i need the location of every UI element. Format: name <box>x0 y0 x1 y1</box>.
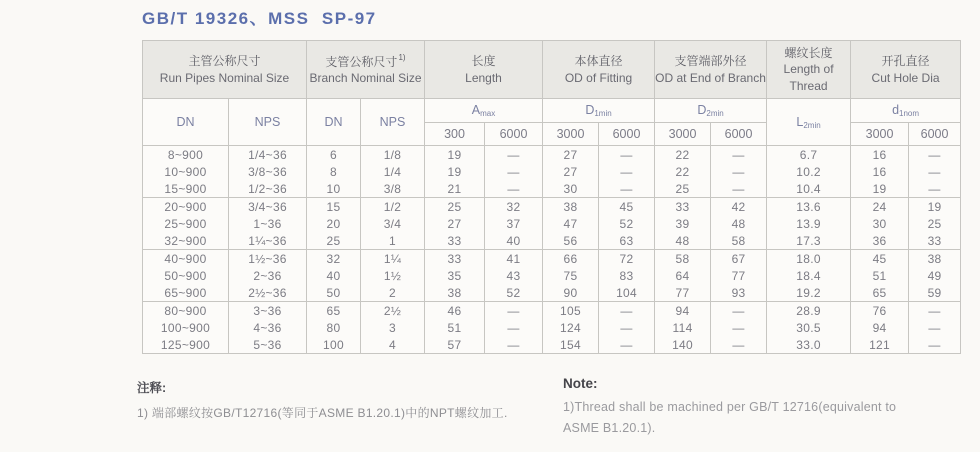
table-cell: 52 <box>485 284 543 302</box>
table-cell: 56 <box>543 232 599 250</box>
table-cell: 72 <box>599 250 655 268</box>
table-cell: 47 <box>543 215 599 232</box>
table-cell: 52 <box>599 215 655 232</box>
table-cell: — <box>909 180 961 198</box>
table-row <box>143 198 961 216</box>
table-cell: 58 <box>655 250 711 268</box>
table-cell: 38 <box>909 250 961 268</box>
table-cell: — <box>485 319 543 336</box>
table-cell: 4 <box>361 336 425 354</box>
header-cut-hole-en: Cut Hole Dia <box>871 70 940 85</box>
table-cell: — <box>711 336 767 354</box>
table-cell: 3/8~36 <box>229 163 307 180</box>
table-cell: 36 <box>851 232 909 250</box>
table-cell: — <box>909 163 961 180</box>
table-header <box>143 41 961 146</box>
table-cell: — <box>599 302 655 320</box>
table-cell: — <box>485 163 543 180</box>
table-cell: 25 <box>909 215 961 232</box>
table-cell: — <box>599 336 655 354</box>
table-cell: 27 <box>543 146 599 164</box>
table-cell: 32~900 <box>143 232 229 250</box>
table-cell: — <box>599 180 655 198</box>
notes-chinese <box>137 378 577 421</box>
class-d1-6000: 6000 <box>599 123 655 146</box>
table-cell: 1/2~36 <box>229 180 307 198</box>
table-row <box>143 284 961 302</box>
class-cut-6000: 6000 <box>909 123 961 146</box>
header-od-branch <box>655 41 767 99</box>
header-branch <box>307 41 425 99</box>
table-cell: 18.4 <box>767 267 851 284</box>
table-row <box>143 267 961 284</box>
table-cell: 35 <box>425 267 485 284</box>
table-cell: 1½~36 <box>229 250 307 268</box>
table-cell: 33 <box>425 232 485 250</box>
table-cell: 100~900 <box>143 319 229 336</box>
header-od-fitting-zh: 本体直径 <box>574 54 623 69</box>
table-cell: 124 <box>543 319 599 336</box>
table-cell: 80 <box>307 319 361 336</box>
header-run-dn: DN <box>143 99 229 146</box>
table-cell: — <box>909 336 961 354</box>
table-body <box>143 146 961 354</box>
table-cell: 80~900 <box>143 302 229 320</box>
table-cell: 40 <box>307 267 361 284</box>
table-cell: — <box>485 336 543 354</box>
header-length-en: Length <box>465 70 502 85</box>
table-cell: — <box>599 163 655 180</box>
header-thread <box>767 41 851 99</box>
table-row <box>143 336 961 354</box>
table-cell: 21 <box>425 180 485 198</box>
header-branch-nps: NPS <box>361 99 425 146</box>
table-cell: 1 <box>361 232 425 250</box>
dimension-table <box>142 40 961 354</box>
table-cell: 57 <box>425 336 485 354</box>
table-cell: 67 <box>711 250 767 268</box>
table-cell: 17.3 <box>767 232 851 250</box>
table-cell: 10 <box>307 180 361 198</box>
table-cell: 5~36 <box>229 336 307 354</box>
table-row <box>143 319 961 336</box>
table-cell: 25 <box>425 198 485 216</box>
table-cell: 19.2 <box>767 284 851 302</box>
table-cell: 18.0 <box>767 250 851 268</box>
table-cell: 30 <box>851 215 909 232</box>
header-branch-zh: 支管公称尺寸 <box>325 54 398 69</box>
table-cell: 1/4~36 <box>229 146 307 164</box>
class-d2-6000: 6000 <box>711 123 767 146</box>
table-row <box>143 180 961 198</box>
table-cell: — <box>485 146 543 164</box>
table-cell: 16 <box>851 146 909 164</box>
table-cell: 19 <box>851 180 909 198</box>
table-cell: 3/8 <box>361 180 425 198</box>
table-cell: 114 <box>655 319 711 336</box>
table-cell: 49 <box>909 267 961 284</box>
table-cell: 83 <box>599 267 655 284</box>
table-cell: 63 <box>599 232 655 250</box>
table-cell: 140 <box>655 336 711 354</box>
header-od-branch-en: OD at End of Branch <box>655 70 766 85</box>
class-d1-3000: 3000 <box>543 123 599 146</box>
table-cell: — <box>485 180 543 198</box>
table-cell: — <box>711 163 767 180</box>
table-cell: 28.9 <box>767 302 851 320</box>
table-cell: 50~900 <box>143 267 229 284</box>
table-cell: 94 <box>655 302 711 320</box>
notes-chinese-label: 注释: <box>137 381 167 395</box>
symbol-header-row <box>143 99 961 123</box>
table-cell: 3~36 <box>229 302 307 320</box>
table-cell: 25~900 <box>143 215 229 232</box>
table-cell: — <box>909 319 961 336</box>
table-cell: 30 <box>543 180 599 198</box>
table-cell: 27 <box>425 215 485 232</box>
table-cell: 37 <box>485 215 543 232</box>
table-cell: 6 <box>307 146 361 164</box>
table-cell: 3/4 <box>361 215 425 232</box>
table-cell: 32 <box>485 198 543 216</box>
table-cell: — <box>485 302 543 320</box>
table-cell: 90 <box>543 284 599 302</box>
notes-chinese-item: 1) 端部螺纹按GB/T12716(等同于ASME B1.20.1)中的NPT螺纹加工. <box>137 406 508 420</box>
table-cell: — <box>599 319 655 336</box>
table-cell: 65~900 <box>143 284 229 302</box>
header-od-fitting <box>543 41 655 99</box>
table-cell: 2½~36 <box>229 284 307 302</box>
table-cell: 105 <box>543 302 599 320</box>
notes-english-label: Note: <box>563 376 598 391</box>
table-cell: 1/8 <box>361 146 425 164</box>
page-title: GB/T 19326、MSS SP-97 <box>142 9 377 28</box>
header-thread-en: Length of Thread <box>783 62 834 93</box>
class-d2-3000: 3000 <box>655 123 711 146</box>
table-cell: 13.9 <box>767 215 851 232</box>
table-cell: 30.5 <box>767 319 851 336</box>
table-cell: 45 <box>599 198 655 216</box>
table-cell: 32 <box>307 250 361 268</box>
header-length <box>425 41 543 99</box>
header-run-pipes-en: Run Pipes Nominal Size <box>159 70 290 85</box>
table-cell: 2~36 <box>229 267 307 284</box>
table-row <box>143 163 961 180</box>
table-cell: 33 <box>909 232 961 250</box>
class-a-6000: 6000 <box>485 123 543 146</box>
table-cell: 40~900 <box>143 250 229 268</box>
table-cell: — <box>909 302 961 320</box>
table-cell: 58 <box>711 232 767 250</box>
table-cell: 33 <box>425 250 485 268</box>
table-cell: 40 <box>485 232 543 250</box>
table-cell: 41 <box>485 250 543 268</box>
header-branch-en: Branch Nominal Size <box>309 71 422 85</box>
table-row <box>143 215 961 232</box>
table-cell: 20 <box>307 215 361 232</box>
notes-english-item: 1)Thread shall be machined per GB/T 12716(equivalent to ASME B1.20.1). <box>563 400 897 435</box>
table-cell: 38 <box>543 198 599 216</box>
table-cell: 13.6 <box>767 198 851 216</box>
table-cell: 42 <box>711 198 767 216</box>
header-cut-hole <box>851 41 961 99</box>
table-cell: 93 <box>711 284 767 302</box>
class-a-300: 300 <box>425 123 485 146</box>
table-cell: 1¼~36 <box>229 232 307 250</box>
table-cell: 22 <box>655 146 711 164</box>
table-cell: 75 <box>543 267 599 284</box>
group-header-row <box>143 41 961 99</box>
header-branch-dn: DN <box>307 99 361 146</box>
table-cell: 77 <box>655 284 711 302</box>
table-cell: 76 <box>851 302 909 320</box>
table-row <box>143 250 961 268</box>
table-cell: 1~36 <box>229 215 307 232</box>
symbol-l2-min: $L_{2min}$ <box>767 99 851 146</box>
header-run-pipes-zh: 主管公称尺寸 <box>188 54 261 69</box>
table-cell: — <box>599 146 655 164</box>
class-cut-3000: 3000 <box>851 123 909 146</box>
table-cell: 1/4 <box>361 163 425 180</box>
table-cell: 125~900 <box>143 336 229 354</box>
table-cell: 1½ <box>361 267 425 284</box>
table-cell: 1/2 <box>361 198 425 216</box>
table-cell: 121 <box>851 336 909 354</box>
table-cell: 20~900 <box>143 198 229 216</box>
header-thread-zh: 螺纹长度 <box>784 46 833 61</box>
table-row <box>143 232 961 250</box>
table-cell: 154 <box>543 336 599 354</box>
table-cell: 10.4 <box>767 180 851 198</box>
table-cell: 51 <box>851 267 909 284</box>
table-cell: 10.2 <box>767 163 851 180</box>
table-cell: 77 <box>711 267 767 284</box>
table-cell: — <box>909 146 961 164</box>
table-cell: 46 <box>425 302 485 320</box>
table-cell: 25 <box>307 232 361 250</box>
table-cell: 38 <box>425 284 485 302</box>
table-cell: — <box>711 319 767 336</box>
table-cell: 6.7 <box>767 146 851 164</box>
header-od-fitting-en: OD of Fitting <box>564 70 633 85</box>
header-cut-hole-zh: 开孔直径 <box>881 54 930 69</box>
table-cell: 1¼ <box>361 250 425 268</box>
table-cell: 59 <box>909 284 961 302</box>
header-run-nps: NPS <box>229 99 307 146</box>
table-cell: 33.0 <box>767 336 851 354</box>
table-cell: 39 <box>655 215 711 232</box>
table-cell: — <box>711 180 767 198</box>
table-cell: 24 <box>851 198 909 216</box>
header-length-zh: 长度 <box>471 54 496 69</box>
symbol-d1-min: $D_{1min}$ <box>543 99 655 123</box>
table-cell: 66 <box>543 250 599 268</box>
footnote-marker: 1) <box>398 52 406 62</box>
table-cell: 45 <box>851 250 909 268</box>
table-cell: 94 <box>851 319 909 336</box>
table-cell: 22 <box>655 163 711 180</box>
table-cell: 19 <box>425 146 485 164</box>
table-cell: 51 <box>425 319 485 336</box>
symbol-d2-min: $D_{2min}$ <box>655 99 767 123</box>
table-cell: 3/4~36 <box>229 198 307 216</box>
table-cell: 4~36 <box>229 319 307 336</box>
symbol-d1-nom: $d_{1nom}$ <box>851 99 961 123</box>
table-cell: 25 <box>655 180 711 198</box>
table-cell: 10~900 <box>143 163 229 180</box>
table-cell: 64 <box>655 267 711 284</box>
table-cell: — <box>711 302 767 320</box>
table-cell: 19 <box>909 198 961 216</box>
table-cell: 65 <box>307 302 361 320</box>
table-cell: 19 <box>425 163 485 180</box>
header-run-pipes <box>143 41 307 99</box>
table-cell: 48 <box>711 215 767 232</box>
table-cell: 15 <box>307 198 361 216</box>
notes-english <box>563 376 931 438</box>
table-cell: 15~900 <box>143 180 229 198</box>
table-cell: 8~900 <box>143 146 229 164</box>
table-row <box>143 302 961 320</box>
header-od-branch-zh: 支管端部外径 <box>674 54 747 69</box>
table-cell: 65 <box>851 284 909 302</box>
table-cell: 3 <box>361 319 425 336</box>
table-cell: 43 <box>485 267 543 284</box>
table-cell: 27 <box>543 163 599 180</box>
table-cell: 2 <box>361 284 425 302</box>
table-cell: 16 <box>851 163 909 180</box>
table-cell: 104 <box>599 284 655 302</box>
table-cell: 48 <box>655 232 711 250</box>
table-cell: 8 <box>307 163 361 180</box>
table-cell: 33 <box>655 198 711 216</box>
table-cell: 2½ <box>361 302 425 320</box>
table-cell: 50 <box>307 284 361 302</box>
table-cell: — <box>711 146 767 164</box>
table-cell: 100 <box>307 336 361 354</box>
table-row <box>143 146 961 164</box>
symbol-a-max: $A_{max}$ <box>425 99 543 123</box>
